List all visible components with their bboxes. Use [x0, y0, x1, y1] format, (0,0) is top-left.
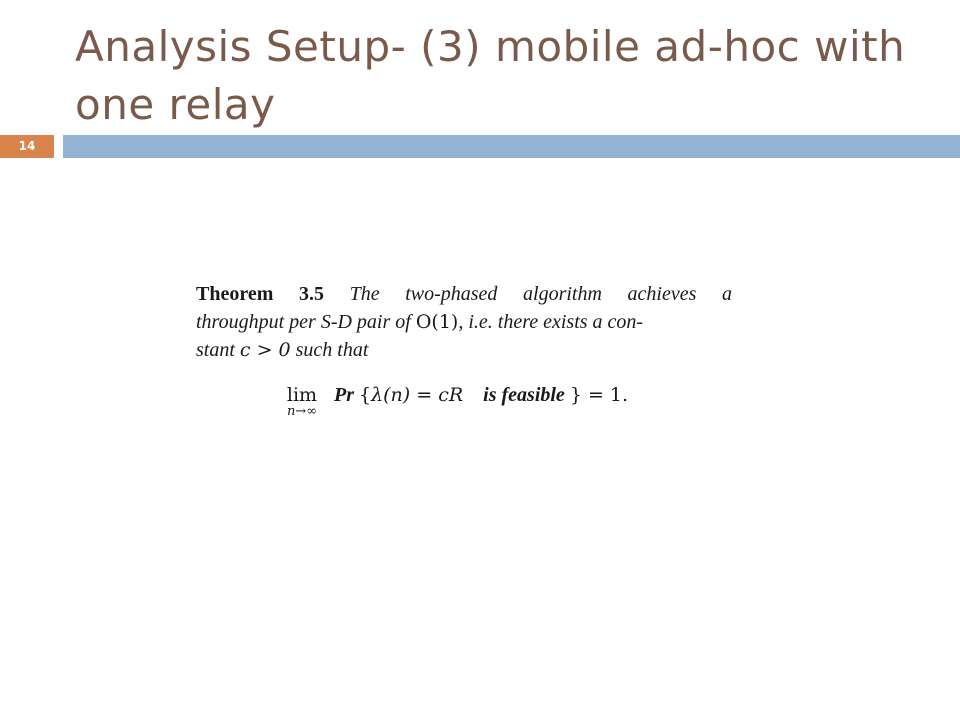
theorem-block: [196, 280, 732, 364]
theorem-line-3-math: c > 0: [239, 339, 291, 361]
equation-condition: is feasible: [483, 384, 565, 406]
limit-operator: [276, 382, 328, 419]
theorem-line-2: [196, 308, 732, 336]
limit-subscript: n→∞: [286, 404, 318, 419]
slide-title: Analysis Setup- (3) mobile ad-hoc with one relay: [75, 22, 906, 129]
equation-close: } = 1.: [569, 384, 629, 406]
equation-body: [334, 382, 628, 408]
slide-number-badge: 14: [0, 135, 54, 158]
theorem-equation: [276, 382, 696, 432]
theorem-line-2-pre: throughput per S-D pair of: [196, 311, 411, 333]
theorem-line-2-math: O(1): [415, 311, 459, 333]
theorem-line-3-pre: stant: [196, 339, 235, 361]
theorem-label: Theorem 3.5: [196, 283, 324, 305]
theorem-line-3-post: such that: [295, 339, 369, 361]
equation-pr: Pr: [334, 384, 354, 406]
header-divider-bar: [63, 135, 960, 158]
theorem-line-1: [196, 280, 732, 308]
limit-word: lim: [286, 384, 318, 406]
equation-open-brace: {: [359, 384, 372, 406]
theorem-line-1-text: The two-phased algorithm achieves a: [349, 283, 732, 305]
theorem-line-2-post: , i.e. there exists a con-: [458, 311, 644, 333]
equation-lhs: λ(n) = cR: [371, 384, 464, 406]
theorem-line-3: [196, 336, 732, 364]
